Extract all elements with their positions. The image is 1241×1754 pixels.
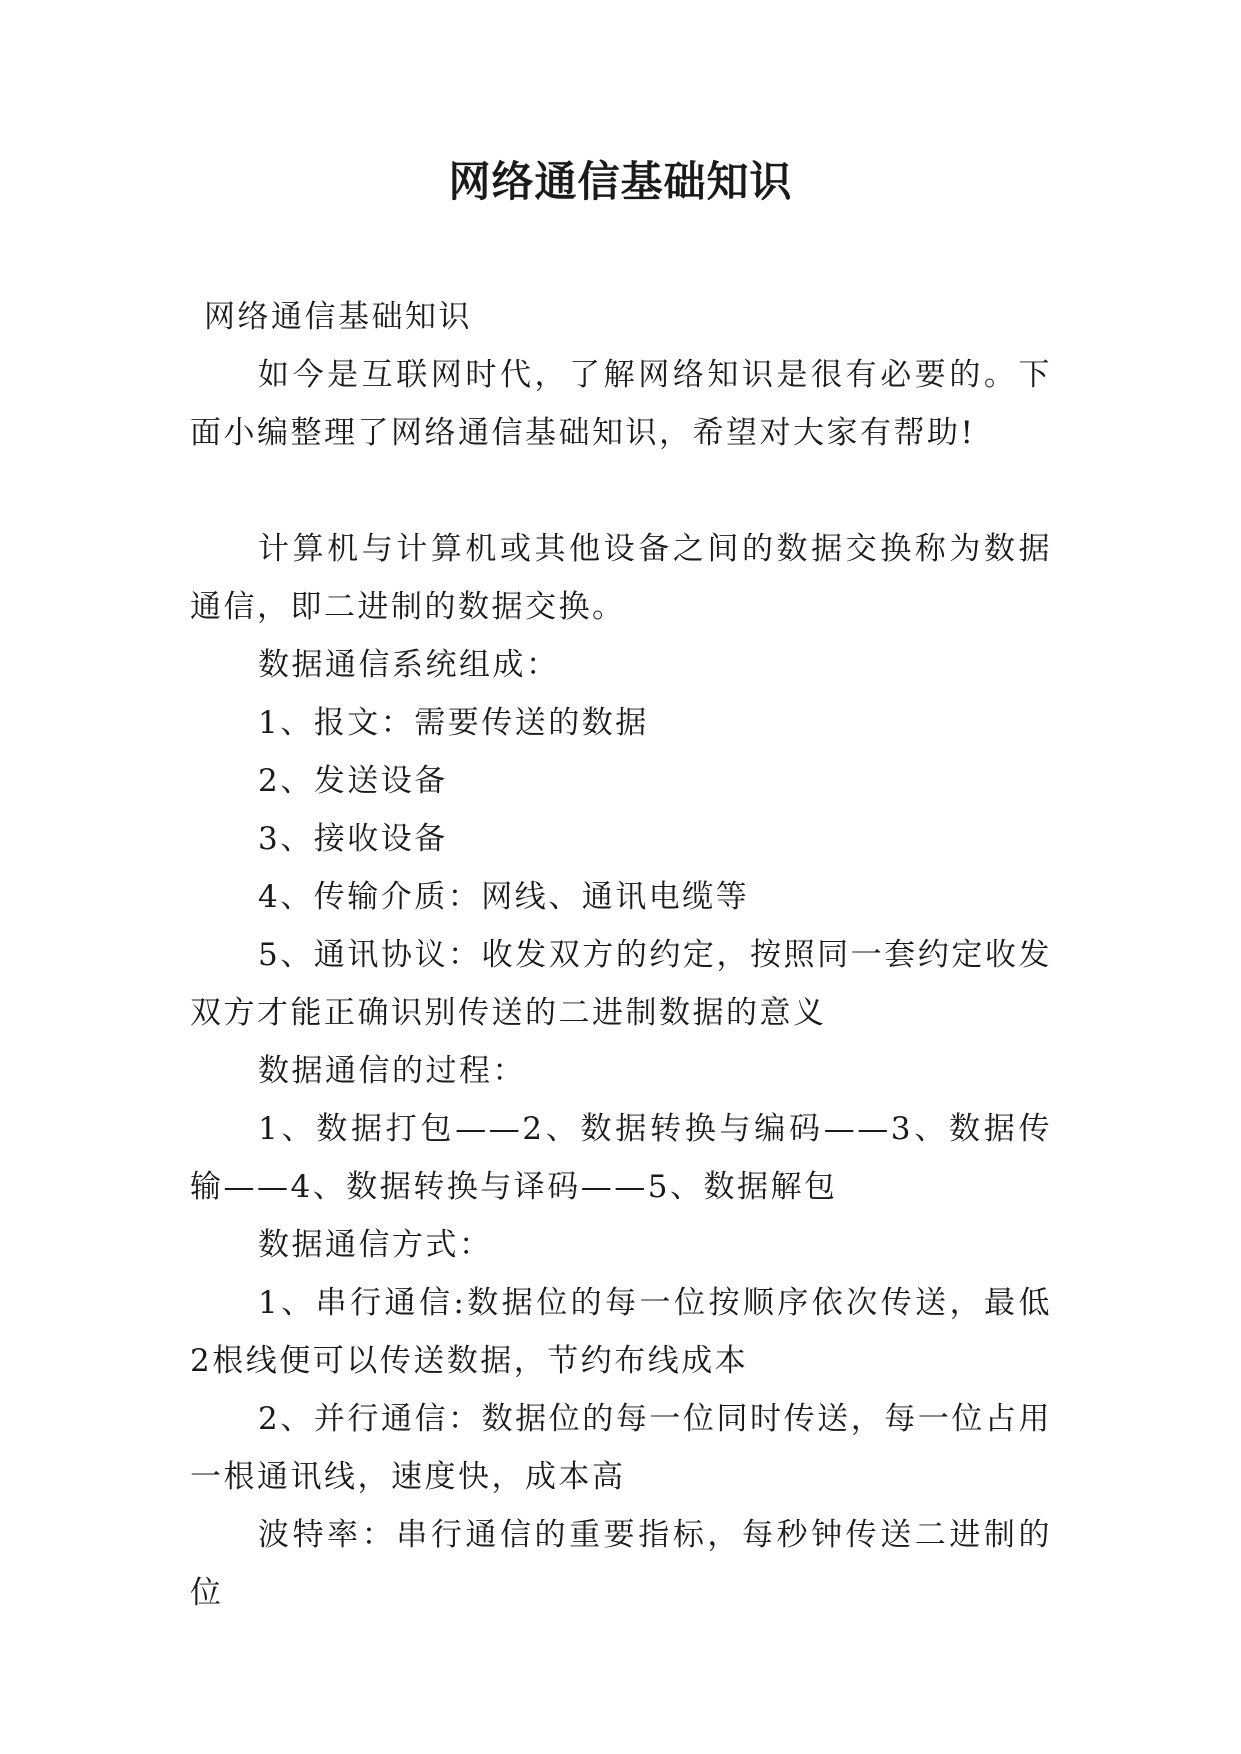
paragraph-system-heading: 数据通信系统组成： bbox=[258, 647, 560, 683]
list-item: 5、通讯协议：收发双方的约定，按照同一套约定收发双方才能正确识别传送的二进制数据的意义 bbox=[190, 937, 1052, 1031]
list-item: 4、传输介质：网线、通讯电缆等 bbox=[258, 879, 750, 915]
paragraph-baud-rate: 波特率：串行通信的重要指标，每秒钟传送二进制的位 bbox=[190, 1517, 1052, 1611]
document-body bbox=[190, 288, 1052, 1622]
paragraph-mode-heading: 数据通信方式： bbox=[258, 1227, 493, 1263]
paragraph-definition: 计算机与计算机或其他设备之间的数据交换称为数据通信，即二进制的数据交换。 bbox=[190, 531, 1052, 625]
paragraph-subtitle: 网络通信基础知识 bbox=[204, 299, 472, 335]
list-item: 2、并行通信：数据位的每一位同时传送，每一位占用一根通讯线，速度快，成本高 bbox=[190, 1401, 1052, 1495]
document-title: 网络通信基础知识 bbox=[448, 157, 793, 206]
list-item: 1、串行通信:数据位的每一位按顺序依次传送，最低2根线便可以传送数据，节约布线成本 bbox=[190, 1285, 1052, 1379]
list-item: 1、报文：需要传送的数据 bbox=[258, 705, 649, 741]
paragraph-intro: 如今是互联网时代，了解网络知识是很有必要的。下面小编整理了网络通信基础知识，希望对大家有帮助! bbox=[190, 357, 1052, 451]
list-item: 3、接收设备 bbox=[258, 821, 448, 857]
paragraph-process-steps: 1、数据打包——2、数据转换与编码——3、数据传输——4、数据转换与译码——5、数据解包 bbox=[190, 1111, 1052, 1205]
list-item: 2、发送设备 bbox=[258, 763, 448, 799]
paragraph-process-heading: 数据通信的过程： bbox=[258, 1053, 526, 1089]
